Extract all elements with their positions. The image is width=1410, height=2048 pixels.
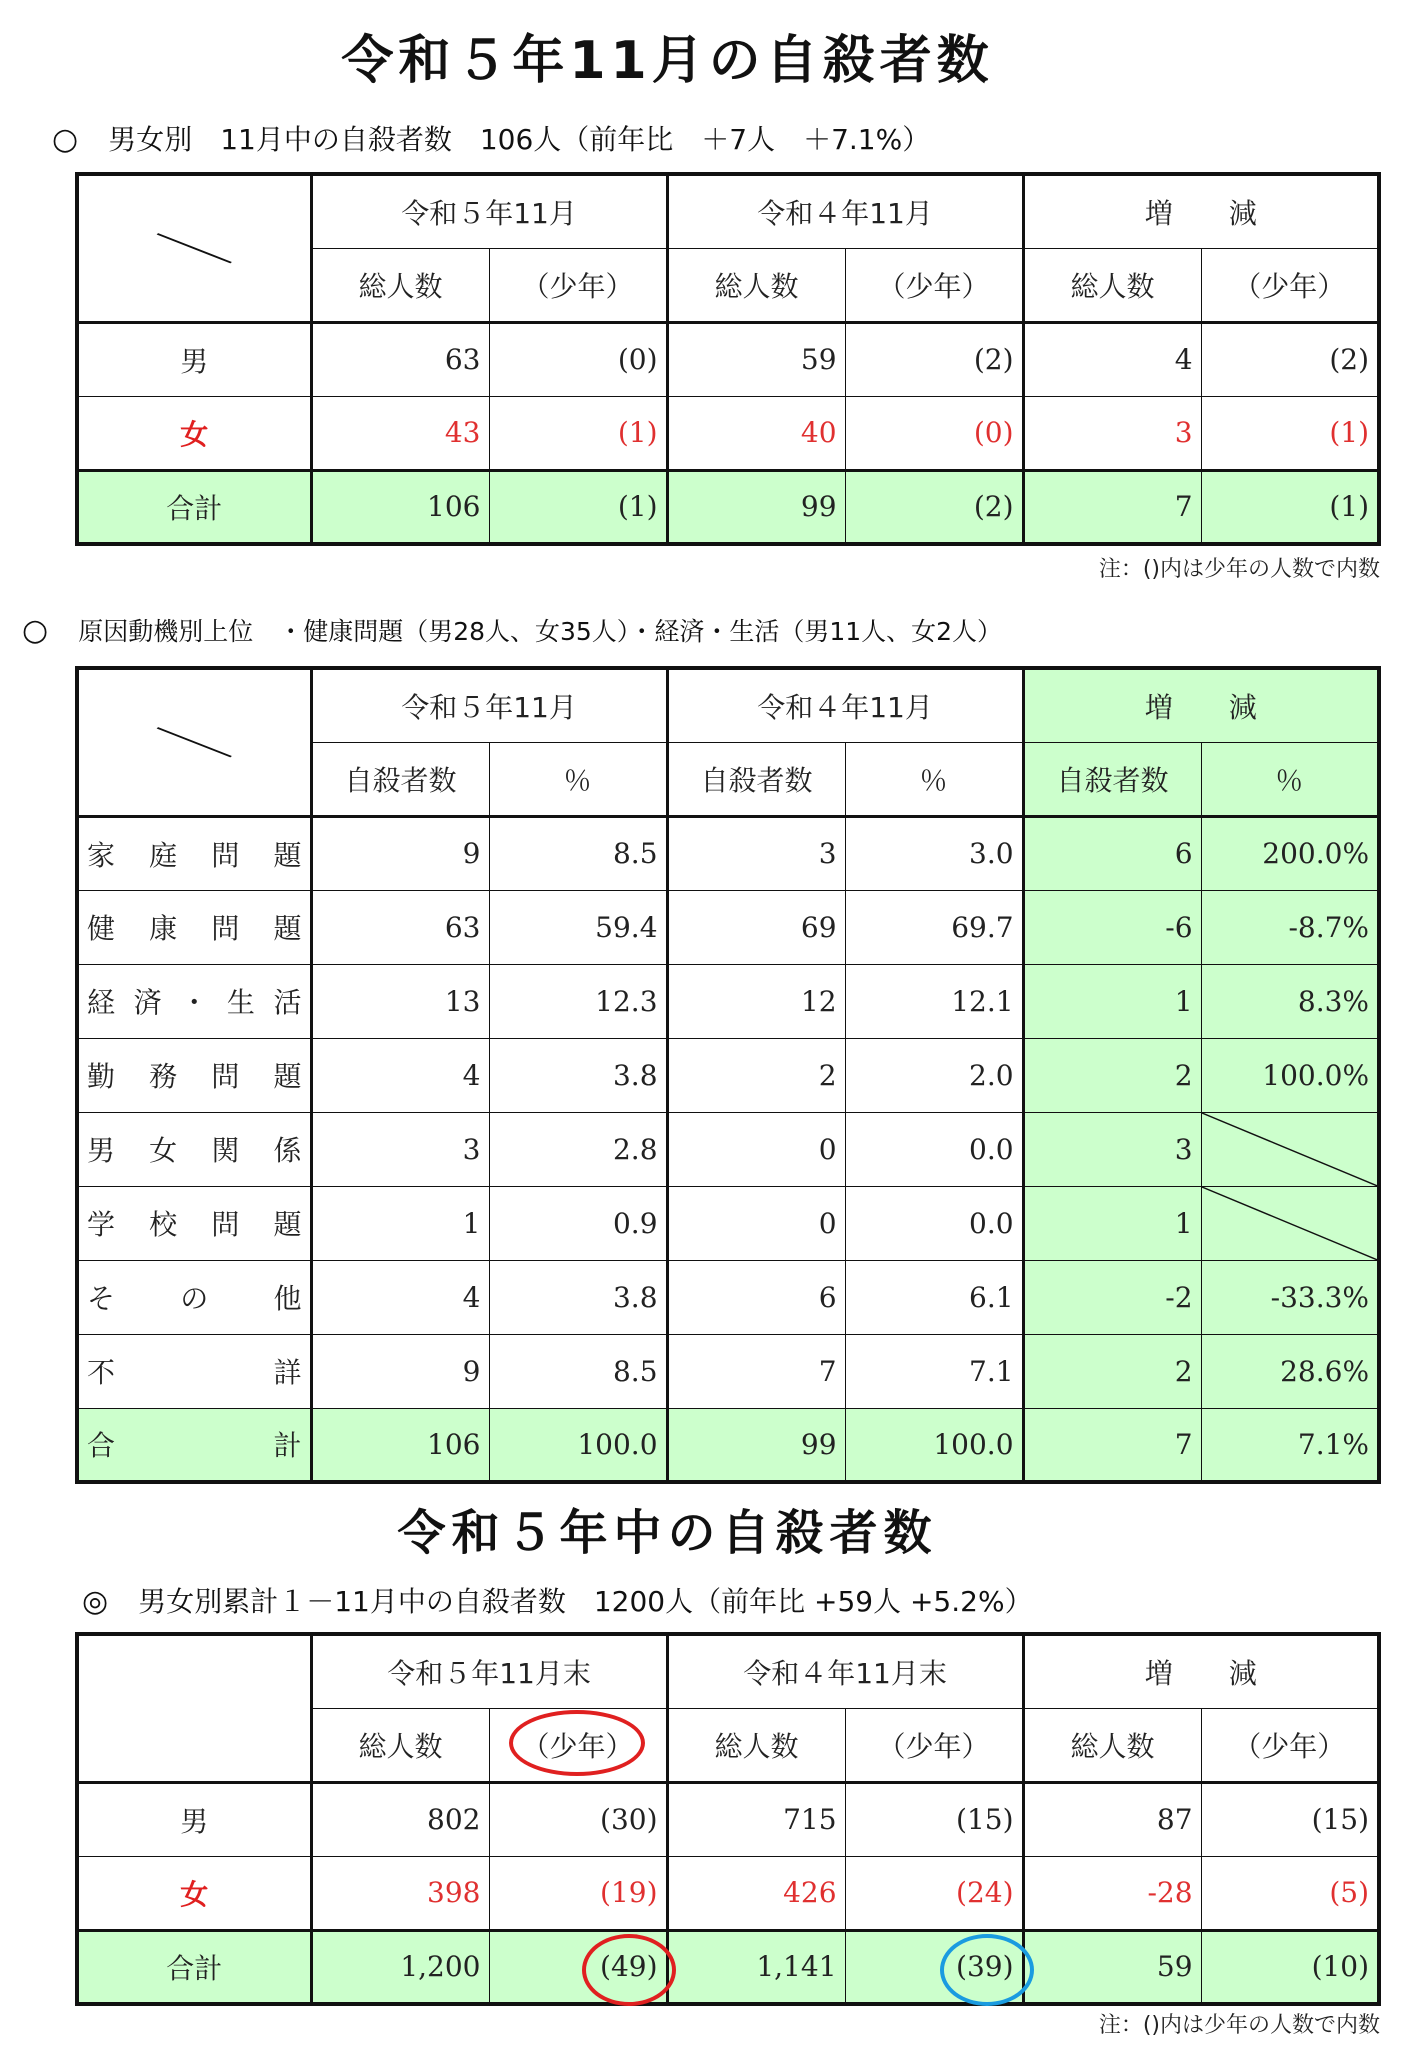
row-label-text [87, 1277, 302, 1317]
cell: 4 [1023, 322, 1201, 396]
sub-header: （少年） [489, 248, 667, 322]
label-char: 題 [273, 838, 302, 872]
total-row [77, 1930, 1379, 2004]
cell: (15) [1201, 1782, 1379, 1856]
cell: 87 [1023, 1782, 1201, 1856]
table-row [77, 1334, 1379, 1408]
section2-heading [22, 612, 1002, 648]
cell: (10) [1201, 1930, 1379, 2004]
cell: 12 [667, 964, 845, 1038]
total-row [77, 1408, 1379, 1482]
row-label [77, 816, 311, 890]
label-char: の [180, 1282, 209, 1315]
cell: 106 [311, 1408, 489, 1482]
cell: 200.0% [1201, 816, 1379, 890]
sub-header: 自殺者数 [667, 742, 845, 816]
cell: 4 [311, 1260, 489, 1334]
cell: 40 [667, 396, 845, 470]
label-char: 不 [87, 1356, 116, 1389]
period-header: 増 減 [1023, 174, 1379, 248]
cell: 100.0% [1201, 1038, 1379, 1112]
cell: 12.1 [845, 964, 1023, 1038]
empty-diagonal-cell [1201, 1186, 1379, 1260]
cell: 8.5 [489, 816, 667, 890]
cell: -2 [1023, 1260, 1201, 1334]
cell: (1) [489, 396, 667, 470]
cell: 3 [1023, 1112, 1201, 1186]
row-label-text [87, 907, 302, 947]
cell: 99 [667, 1408, 845, 1482]
label-char: 健 [87, 912, 116, 945]
table-row [77, 1186, 1379, 1260]
label-char: 学 [87, 1208, 116, 1241]
table-corner [77, 1634, 311, 1782]
table-row [77, 964, 1379, 1038]
cell: 398 [311, 1856, 489, 1930]
cell: 0 [667, 1112, 845, 1186]
cell: 3.0 [845, 816, 1023, 890]
row-label: 男 [77, 1782, 311, 1856]
sub-header: （少年） [1201, 248, 1379, 322]
cell: 6 [1023, 816, 1201, 890]
label-char: 問 [211, 838, 240, 872]
total-row [77, 470, 1379, 544]
label-char: ・ [180, 986, 209, 1019]
cell: (19) [489, 1856, 667, 1930]
sub-header: （少年） [489, 1708, 667, 1782]
cell: (1) [1201, 396, 1379, 470]
row-label [77, 890, 311, 964]
cell: -8.7% [1201, 890, 1379, 964]
cell: 100.0 [845, 1408, 1023, 1482]
row-label: 女 [77, 1856, 311, 1930]
period-header: 令和４年11月 [667, 174, 1023, 248]
sub-header: 総人数 [667, 1708, 845, 1782]
period-header: 増 減 [1023, 668, 1379, 742]
cell: 69 [667, 890, 845, 964]
cell: 1,200 [311, 1930, 489, 2004]
cell: 2 [1023, 1334, 1201, 1408]
cell: 8.5 [489, 1334, 667, 1408]
row-label: 合計 [77, 1930, 311, 2004]
cell: 3 [311, 1112, 489, 1186]
section1-text: 男女別 11月中の自殺者数 106人（前年比 ＋7人 ＋7.1%） [108, 123, 931, 156]
cell: 0.0 [845, 1186, 1023, 1260]
table-note: 注：()内は少年の人数で内数 [1098, 2013, 1380, 2038]
table-row [77, 816, 1379, 890]
cell: (30) [489, 1782, 667, 1856]
cell: 7.1% [1201, 1408, 1379, 1482]
sub-header: 総人数 [311, 248, 489, 322]
cell: 7 [1023, 470, 1201, 544]
section1-mark: ○ [52, 122, 79, 157]
page-title-2: 令和５年中の自殺者数 [397, 1505, 938, 1561]
cell: 715 [667, 1782, 845, 1856]
period-header: 令和５年11月 [311, 668, 667, 742]
row-label-text [87, 1351, 302, 1391]
cell: 3 [1023, 396, 1201, 470]
sub-header: ％ [1201, 742, 1379, 816]
cell: 1,141 [667, 1930, 845, 2004]
cell: -33.3% [1201, 1260, 1379, 1334]
section3-mark: ◎ [82, 1584, 109, 1619]
cell: 0.0 [845, 1112, 1023, 1186]
period-header: 増 減 [1023, 1634, 1379, 1708]
cell: (49) [489, 1930, 667, 2004]
cell: 7 [1023, 1408, 1201, 1482]
label-char: 合 [87, 1429, 116, 1463]
cell: 2.0 [845, 1038, 1023, 1112]
section1-heading [52, 118, 930, 158]
label-char: 関 [211, 1134, 240, 1167]
cell: 7.1 [845, 1334, 1023, 1408]
section2-text: 原因動機別上位 ・健康問題（男28人、女35人）・経済・生活（男11人、女2人） [78, 617, 1003, 646]
label-char: 題 [273, 912, 302, 945]
period-header: 令和４年11月 [667, 668, 1023, 742]
label-char: 他 [273, 1282, 302, 1315]
sub-header: 総人数 [667, 248, 845, 322]
row-label-text [87, 1129, 302, 1169]
row-label: 女 [77, 396, 311, 470]
cell: (2) [1201, 322, 1379, 396]
cell: (24) [845, 1856, 1023, 1930]
label-char: 務 [149, 1060, 178, 1093]
table-corner [77, 668, 311, 816]
table-row [77, 1112, 1379, 1186]
sub-header: 総人数 [1023, 1708, 1201, 1782]
cell: 0.9 [489, 1186, 667, 1260]
cell: (1) [1201, 470, 1379, 544]
cell: 63 [311, 890, 489, 964]
label-char: 活 [273, 986, 302, 1019]
label-char: 題 [273, 1208, 302, 1241]
row-label [77, 1186, 311, 1260]
sub-header: 総人数 [311, 1708, 489, 1782]
period-header: 令和５年11月 [311, 174, 667, 248]
row-label [77, 1038, 311, 1112]
cell: 3 [667, 816, 845, 890]
cell: (2) [845, 322, 1023, 396]
cell: 9 [311, 1334, 489, 1408]
label-char: 庭 [149, 838, 178, 872]
label-char: 題 [273, 1060, 302, 1093]
label-char: 経 [87, 986, 116, 1019]
cell: 2.8 [489, 1112, 667, 1186]
table-row [77, 890, 1379, 964]
sub-header: 自殺者数 [1023, 742, 1201, 816]
cell: 802 [311, 1782, 489, 1856]
cell: -28 [1023, 1856, 1201, 1930]
section3-heading [82, 1580, 1033, 1620]
sub-header: ％ [489, 742, 667, 816]
label-char: 係 [273, 1134, 302, 1167]
table-row [77, 1038, 1379, 1112]
cell: (5) [1201, 1856, 1379, 1930]
row-label-text [87, 981, 302, 1021]
row-label-text [87, 834, 302, 874]
empty-diagonal-cell [1201, 1112, 1379, 1186]
section3-text: 男女別累計１－11月中の自殺者数 1200人（前年比 +59人 +5.2%） [138, 1585, 1033, 1618]
table-row [77, 1856, 1379, 1930]
cell: 1 [311, 1186, 489, 1260]
label-char: 男 [87, 1134, 116, 1167]
cell: 3.8 [489, 1038, 667, 1112]
cell: 7 [667, 1334, 845, 1408]
row-label [77, 1112, 311, 1186]
label-char: 問 [211, 912, 240, 945]
sub-header: ％ [845, 742, 1023, 816]
cell: (1) [489, 470, 667, 544]
label-char: 生 [226, 986, 255, 1019]
row-label [77, 964, 311, 1038]
period-header: 令和４年11月末 [667, 1634, 1023, 1708]
table-row [77, 1782, 1379, 1856]
label-char: そ [87, 1282, 116, 1315]
row-label: 合計 [77, 470, 311, 544]
row-label-text [87, 1424, 302, 1464]
label-char: 女 [149, 1134, 178, 1167]
sub-header: （少年） [1201, 1708, 1379, 1782]
cell: 100.0 [489, 1408, 667, 1482]
label-char: 問 [211, 1208, 240, 1241]
cell: 106 [311, 470, 489, 544]
cell: 28.6% [1201, 1334, 1379, 1408]
cell: (15) [845, 1782, 1023, 1856]
label-char: 問 [211, 1060, 240, 1093]
cell: 12.3 [489, 964, 667, 1038]
cell: 9 [311, 816, 489, 890]
sub-header: （少年） [845, 248, 1023, 322]
section2-mark: ○ [22, 613, 49, 648]
period-header: 令和５年11月末 [311, 1634, 667, 1708]
cell: 3.8 [489, 1260, 667, 1334]
label-char: 計 [273, 1429, 302, 1463]
cell: 63 [311, 322, 489, 396]
cell: 99 [667, 470, 845, 544]
cell: 59 [667, 322, 845, 396]
cell: 59 [1023, 1930, 1201, 2004]
sub-header: （少年） [845, 1708, 1023, 1782]
table-corner [77, 174, 311, 322]
cell: 69.7 [845, 890, 1023, 964]
cell: 4 [311, 1038, 489, 1112]
row-label-text [87, 1203, 302, 1243]
cell: 0 [667, 1186, 845, 1260]
sub-header: 自殺者数 [311, 742, 489, 816]
sub-header: 総人数 [1023, 248, 1201, 322]
cell: 6 [667, 1260, 845, 1334]
cell: 43 [311, 396, 489, 470]
cell: -6 [1023, 890, 1201, 964]
row-label [77, 1334, 311, 1408]
cell: (2) [845, 470, 1023, 544]
cell: (39) [845, 1930, 1023, 2004]
cell: 2 [667, 1038, 845, 1112]
cell: 8.3% [1201, 964, 1379, 1038]
page-title: 令和５年11月の自殺者数 [341, 31, 994, 91]
row-label [77, 1408, 311, 1482]
cell: 2 [1023, 1038, 1201, 1112]
label-char: 校 [149, 1208, 178, 1241]
row-label: 男 [77, 322, 311, 396]
cell: 1 [1023, 964, 1201, 1038]
cause-table [75, 666, 1381, 1484]
row-label [77, 1260, 311, 1334]
cell: 1 [1023, 1186, 1201, 1260]
label-char: 勤 [87, 1060, 116, 1093]
table-row [77, 1260, 1379, 1334]
gender-table-cumulative [75, 1632, 1381, 2006]
table-row [77, 322, 1379, 396]
label-char: 済 [133, 986, 162, 1019]
cell: 426 [667, 1856, 845, 1930]
label-char: 康 [149, 912, 178, 945]
cell: 59.4 [489, 890, 667, 964]
cell: 13 [311, 964, 489, 1038]
cell: (0) [845, 396, 1023, 470]
gender-table-nov [75, 172, 1381, 546]
label-char: 家 [87, 838, 116, 872]
cell: (0) [489, 322, 667, 396]
table-row [77, 396, 1379, 470]
label-char: 詳 [273, 1356, 302, 1389]
row-label-text [87, 1055, 302, 1095]
table-note: 注：()内は少年の人数で内数 [1098, 557, 1380, 582]
cell: 6.1 [845, 1260, 1023, 1334]
